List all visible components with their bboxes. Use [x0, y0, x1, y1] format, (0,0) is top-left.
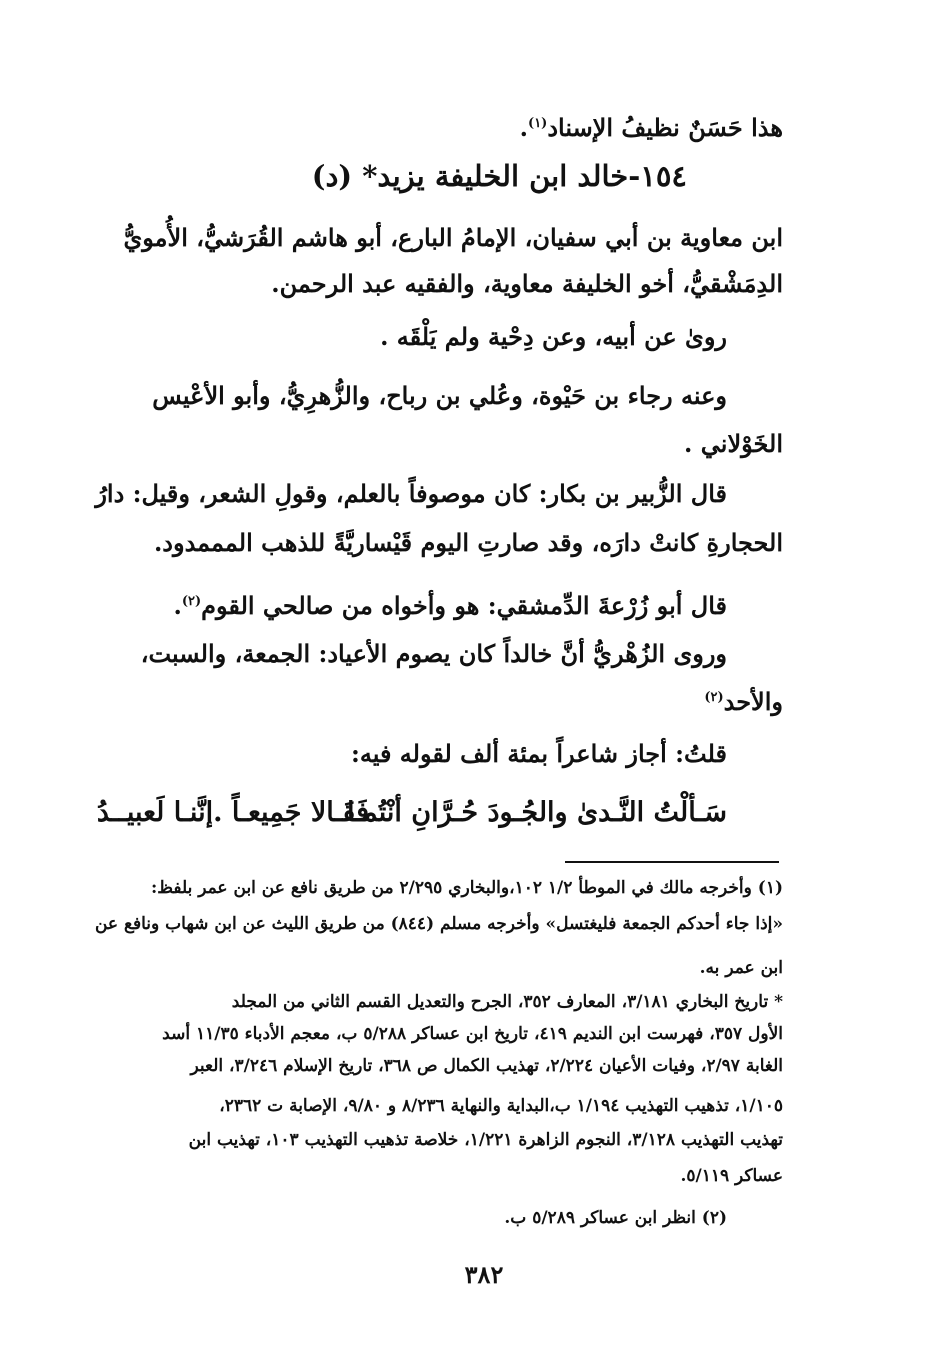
abu-zura-end: . [173, 591, 182, 620]
paragraph-author-remark: قلتُ: أجاز شاعراً بمئة ألف لقوله فيه: [351, 739, 727, 768]
paragraph-zubayr-line-2: الحجارةِ كانتْ دارَه، وقد صارتِ اليوم قَيْساريَّةً للذهب المممدود. [153, 528, 783, 557]
abu-zura-text: قال أبو زُرْعةَ الدِّمشقي: هو وأخواه من صالحي القوم [201, 591, 727, 620]
footnote-1-line-3: ابن عمر به. [699, 958, 783, 978]
sources-line-2: الأول ٣٥٧، فهرست ابن النديم ٤١٩، تاريخ ابن عساكر ٥/٢٨٨ ب، معجم الأدباء ١١/٣٥ أسد [162, 1024, 783, 1044]
sources-line-5: تهذيب التهذيب ٣/١٢٨، النجوم الزاهرة ١/٢٢١، خلاصة تذهيب التهذيب ١٠٣، تهذيب ابن [188, 1130, 783, 1150]
footnote-marker: (١) [528, 116, 548, 131]
paragraph-abu-zura [87, 590, 727, 622]
paragraph-lineage-line-2: الدِمَشْقيُّ، أخو الخليفة معاوية، والفقيه عبد الرحمن. [271, 269, 783, 298]
footnote-divider [565, 861, 779, 863]
paragraph-fasting-line-1: وروى الزُهْريُّ أنَّ خالداً كان يصوم الأعياد: الجمعة، والسبت، [140, 639, 727, 668]
paragraph-fasting-line-2 [93, 686, 783, 718]
sources-line-6: عساكر ٥/١١٩. [680, 1166, 783, 1186]
footnote-marker: (٢) [704, 690, 724, 705]
poem-second-hemistich: فَقَـالا جَمِيعـاً .إنَّنـا لَعبيــدُ [96, 797, 369, 828]
paragraph-students-line-2: الخَوْلاني . [684, 429, 783, 458]
sources-line-1: * تاريخ البخاري ٣/١٨١، المعارف ٣٥٢، الجرح والتعديل القسم الثاني من المجلد [231, 992, 783, 1012]
paragraph-students-line-1: وعنه رجاء بن حَيْوة، وعُلي بن رباح، والزُّهرِيُّ، وأبو الأعْيس [152, 381, 727, 410]
page-number: ٣٨٢ [464, 1260, 504, 1289]
footnote-marker: (٢) [181, 594, 202, 609]
footnote-1-line-2: «إذا جاء أحدكم الجمعة فليغتسل» وأخرجه مسلم (٨٤٤) من طريق الليث عن ابن شهاب ونافع عن [94, 914, 783, 934]
intro-line [83, 112, 783, 144]
paragraph-zubayr-line-1: قال الزُّبير بن بكار: كان موصوفاً بالعلم، وقولِ الشعر، وقيل: دارُ [95, 479, 727, 508]
intro-text: هذا حَسَنٌ نظيفُ الإسناد [547, 113, 783, 142]
poem-first-hemistich: سَـألْتُ النَّـدىٰ والجُـودَ حُـرَّانِ أنْتُمـا [346, 797, 727, 828]
fasting-end-text: والأحد [723, 687, 783, 716]
footnote-2: (٢) انظر ابن عساكر ٥/٢٨٩ ب. [504, 1208, 727, 1228]
paragraph-lineage-line-1: ابن معاوية بن أبي سفيان، الإمامُ البارع، أبو هاشم القُرَشيُّ، الأُمويُّ [123, 223, 783, 252]
footnote-1-line-1: (١) وأخرجه مالك في الموطأ ١/٢ ١٠٢،والبخاري ٢/٢٩٥ من طريق نافع عن ابن عمر بلفظ: [150, 878, 783, 898]
sources-line-4: ١/١٠٥، تذهيب التهذيب ١/١٩٤ ب،البداية والنهاية ٨/٢٣٦ و ٩/٨٠، الإصابة ت ٢٣٦٢، [219, 1096, 783, 1116]
paragraph-narration: روىٰ عن أبيه، وعن دِحْية ولم يَلْقَه . [380, 322, 727, 351]
sources-line-3: الغابة ٢/٩٧، وفيات الأعيان ٢/٢٢٤، تهذيب الكمال ص ٣٦٨، تاريخ الإسلام ٣/٢٤٦، العبر [190, 1056, 783, 1076]
entry-heading: ١٥٤-خالد ابن الخليفة يزيد* (د) [311, 159, 687, 193]
intro-end: . [519, 113, 529, 142]
